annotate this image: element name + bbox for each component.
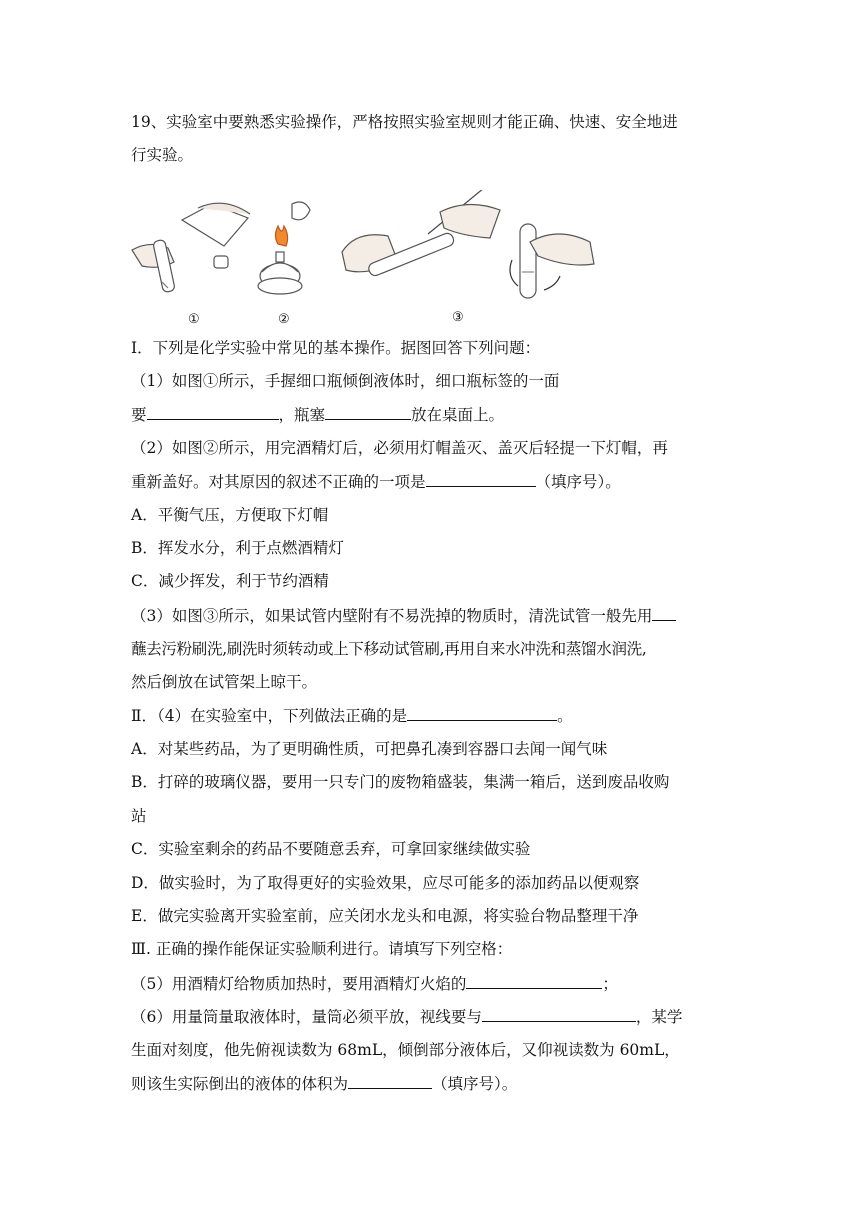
q1-line-b (131, 403, 504, 426)
q2-option-b: B．挥发水分，利于点燃酒精灯 (131, 539, 344, 557)
q1-line-a: （1）如图①所示，手握细口瓶倾倒液体时，细口瓶标签的一面 (131, 372, 560, 390)
q3-line-b: 蘸去污粉刷洗,刷洗时须转动或上下移动试管刷,再用自来水冲洗和蒸馏水润洗, (131, 640, 647, 658)
q4-option-a: A．对某些药品，为了更明确性质，可把鼻孔凑到容器口去闻一闻气味 (131, 740, 608, 758)
figure-caption-1: ① (188, 312, 200, 327)
q2-text-2: （填序号）。 (535, 473, 621, 491)
answer-blank-1b[interactable] (325, 403, 411, 420)
q6-line-c (131, 1072, 517, 1095)
figure-caption-2: ② (278, 312, 290, 327)
q6-text-1: （6）用量筒量取液体时，量筒必须平放，视线要与 (131, 1008, 482, 1026)
q5-text-1: （5）用酒精灯给物质加热时，要用酒精灯火焰的 (131, 975, 467, 993)
q6-text-2: ，某学 (635, 1008, 683, 1026)
question-line-1: 19、实验室中要熟悉实验操作，严格按照实验室规则才能正确、快速、安全地进 (131, 113, 678, 131)
answer-blank-6a[interactable] (482, 1005, 636, 1022)
lab-operations-illustration (128, 190, 608, 330)
q2-option-a: A．平衡气压，方便取下灯帽 (131, 506, 329, 524)
q6-text-4: （填序号）。 (432, 1075, 518, 1093)
q1-text-2: ，瓶塞 (278, 406, 326, 424)
answer-blank-2[interactable] (426, 470, 536, 487)
section-3-heading: Ⅲ. 正确的操作能保证实验顺利进行。请填写下列空格： (131, 940, 513, 958)
answer-blank-6b[interactable] (348, 1072, 432, 1089)
q4-option-b-line-1: B．打碎的玻璃仪器，要用一只专门的废物箱盛装，集满一箱后，送到废品收购 (131, 773, 670, 791)
answer-blank-1a[interactable] (147, 403, 279, 420)
q4-option-b-line-2: 站 (131, 807, 147, 825)
q4-option-c: C．实验室剩余的药品不要随意丢弃，可拿回家继续做实验 (131, 840, 531, 858)
q6-line-a (131, 1005, 682, 1028)
q6-line-b: 生面对刻度，他先俯视读数为 68mL，倾倒部分液体后，又仰视读数为 60mL， (131, 1041, 680, 1059)
q2-text-1: 重新盖好。对其原因的叙述不正确的一项是 (131, 473, 426, 491)
q4-text-1: Ⅱ．（4）在实验室中，下列做法正确的是 (131, 707, 408, 725)
q1-text-1: 要 (131, 406, 147, 424)
question-line-2: 行实验。 (131, 146, 194, 164)
answer-blank-5[interactable] (466, 972, 602, 989)
q4-text-2: 。 (557, 707, 573, 725)
answer-blank-4[interactable] (407, 704, 557, 721)
q4-option-d: D．做实验时，为了取得更好的实验效果，应尽可能多的添加药品以便观察 (131, 874, 640, 892)
q3-line-a (131, 604, 676, 627)
q2-option-c: C．减少挥发，利于节约酒精 (131, 572, 329, 590)
q1-text-3: 放在桌面上。 (411, 406, 505, 424)
q5-line (131, 972, 618, 995)
answer-blank-3[interactable] (652, 604, 676, 621)
q2-line-b (131, 470, 621, 493)
q4-line (131, 704, 573, 727)
figure-row (128, 190, 608, 330)
q5-text-2: ； (602, 975, 618, 993)
section-1-heading: Ⅰ．下列是化学实验中常见的基本操作。据图回答下列问题： (131, 339, 541, 357)
q6-text-3: 则该生实际倒出的液体的体积为 (131, 1075, 349, 1093)
q3-line-c: 然后倒放在试管架上晾干。 (131, 673, 318, 691)
q2-line-a: （2）如图②所示，用完酒精灯后，必须用灯帽盖灭、盖灭后轻提一下灯帽，再 (131, 439, 668, 457)
q3-text-1: （3）如图③所示，如果试管内壁附有不易洗掉的物质时，清洗试管一般先用 (131, 607, 653, 625)
q4-option-e: E．做完实验离开实验室前，应关闭水龙头和电源，将实验台物品整理干净 (131, 907, 639, 925)
figure-caption-3: ③ (452, 310, 464, 325)
